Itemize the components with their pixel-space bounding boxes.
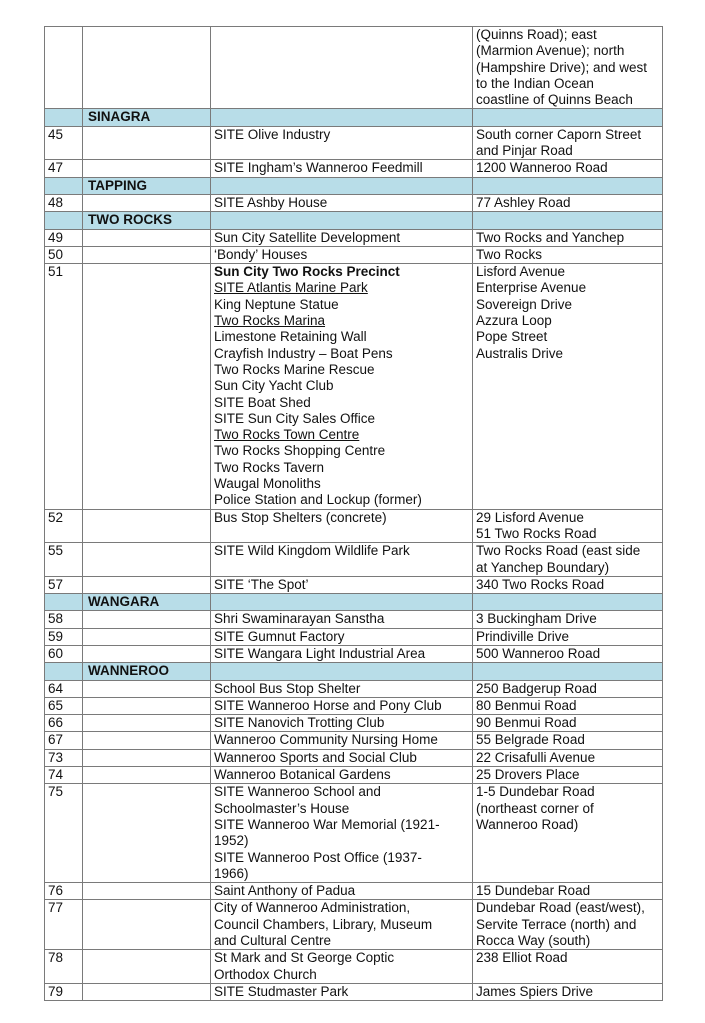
cell-number: 51 [45,264,83,509]
section-name: TWO ROCKS [83,212,211,229]
location-line: Pope Street [476,329,548,345]
location-line: Enterprise Avenue [476,280,587,296]
table-row [45,126,663,160]
table-row [45,900,663,950]
cell-number [45,27,83,109]
section-cell-location [473,663,663,680]
location-line: 340 Two Rocks Road [476,576,605,592]
cell-location [473,194,663,211]
cell-place [211,576,473,593]
cell-suburb [83,732,211,749]
cell-suburb [83,509,211,543]
cell-location [473,27,663,109]
precinct-item: Two Rocks Marina [214,313,326,329]
cell-location [473,264,663,509]
table-row [45,767,663,784]
section-cell-number [45,109,83,126]
place-name: Wanneroo Botanical Gardens [214,767,391,783]
cell-number: 77 [45,900,83,950]
table-row [45,950,663,984]
location-line: 80 Benmui Road [476,697,577,713]
section-cell-location [473,212,663,229]
cell-suburb [83,767,211,784]
table-row [45,160,663,177]
cell-place [211,950,473,984]
cell-suburb [83,749,211,766]
table-row [45,983,663,1000]
place-name: Wanneroo Community Nursing Home [214,732,438,748]
place-name: SITE Wanneroo Horse and Pony Club [214,697,442,713]
precinct-item: Limestone Retaining Wall [214,329,367,345]
cell-location [473,697,663,714]
section-name: TAPPING [83,177,211,194]
location-line: 1-5 Dundebar Road [476,784,595,800]
table-row [45,576,663,593]
cell-number: 45 [45,126,83,160]
precinct-item: Crayfish Industry – Boat Pens [214,345,393,361]
location-line: 500 Wanneroo Road [476,645,601,661]
table-row [45,611,663,628]
location-line: (Quinns Road); east [476,27,597,42]
precinct-item: Two Rocks Tavern [214,459,325,475]
cell-number: 49 [45,229,83,246]
cell-suburb [83,264,211,509]
cell-suburb [83,983,211,1000]
location-line: 238 Elliot Road [476,950,568,966]
section-header-row-sinagra [45,109,663,126]
location-line: 250 Badgerup Road [476,680,597,696]
table-row [45,194,663,211]
section-cell-place [211,212,473,229]
place-line: City of Wanneroo Administration, [214,900,411,916]
place-line: SITE Wanneroo School and [214,784,381,800]
cell-location [473,749,663,766]
section-cell-number [45,663,83,680]
cell-number: 52 [45,509,83,543]
table-row [45,628,663,645]
cell-location [473,576,663,593]
place-name: SITE Wild Kingdom Wildlife Park [214,543,410,559]
table-row [45,229,663,246]
cell-suburb [83,126,211,160]
table-row [45,715,663,732]
section-name: WANGARA [83,594,211,611]
place-name: SITE Nanovich Trotting Club [214,715,385,731]
cell-number: 66 [45,715,83,732]
precinct-item: SITE Atlantis Marine Park [214,280,368,296]
cell-suburb [83,27,211,109]
heritage-places-table [44,26,663,1001]
cell-place [211,246,473,263]
cell-place [211,680,473,697]
location-line: 55 Belgrade Road [476,732,585,748]
cell-location [473,229,663,246]
cell-place [211,697,473,714]
place-name: SITE Ashby House [214,194,328,210]
cell-place [211,611,473,628]
cell-place [211,543,473,577]
section-cell-place [211,594,473,611]
place-name: Shri Swaminarayan Sanstha [214,611,385,627]
cell-place [211,749,473,766]
cell-location [473,611,663,628]
location-line: (northeast corner of [476,800,594,816]
location-line: 25 Drovers Place [476,767,580,783]
table-row [45,697,663,714]
place-name: SITE Gumnut Factory [214,628,345,644]
cell-place [211,784,473,883]
location-line: Prindiville Drive [476,628,570,644]
place-name: Sun City Satellite Development [214,229,401,245]
cell-location [473,715,663,732]
cell-location [473,950,663,984]
cell-place [211,883,473,900]
place-name: SITE Ingham’s Wanneroo Feedmill [214,160,423,176]
section-cell-place [211,177,473,194]
location-line: Two Rocks Road (east side [476,543,641,559]
cell-suburb [83,543,211,577]
precinct-item: Waugal Monoliths [214,476,321,492]
cell-suburb [83,883,211,900]
cell-number: 57 [45,576,83,593]
place-name: SITE Olive Industry [214,126,331,142]
place-line: 1952) [214,833,249,849]
precinct-item: King Neptune Statue [214,296,339,312]
section-name: WANNEROO [83,663,211,680]
cell-number: 78 [45,950,83,984]
cell-number: 76 [45,883,83,900]
location-line: 15 Dundebar Road [476,883,591,899]
location-line: (Hampshire Drive); and west [476,59,648,75]
location-line: and Pinjar Road [476,143,573,159]
table-row [45,509,663,543]
location-line: to the Indian Ocean [476,75,594,91]
cell-number: 74 [45,767,83,784]
cell-place [211,983,473,1000]
section-cell-number [45,177,83,194]
precinct-item: SITE Boat Shed [214,394,311,410]
location-line: 51 Two Rocks Road [476,525,597,541]
cell-location [473,628,663,645]
cell-location [473,160,663,177]
cell-suburb [83,697,211,714]
place-line: Orthodox Church [214,966,317,982]
table-row [45,784,663,883]
location-line: at Yanchep Boundary) [476,559,610,575]
section-cell-place [211,663,473,680]
cell-place [211,27,473,109]
cell-place [211,229,473,246]
cell-number: 60 [45,645,83,662]
cell-number: 65 [45,697,83,714]
location-line: coastline of Quinns Beach [476,92,633,108]
section-cell-number [45,212,83,229]
cell-suburb [83,680,211,697]
table-row [45,246,663,263]
location-line: Two Rocks and Yanchep [476,229,625,245]
location-line: Dundebar Road (east/west), [476,900,645,916]
location-line: 29 Lisford Avenue [476,509,584,525]
location-line: Australis Drive [476,345,564,361]
precinct-item: Police Station and Lockup (former) [214,492,422,508]
cell-place [211,194,473,211]
section-cell-location [473,594,663,611]
cell-suburb [83,246,211,263]
precinct-item: Two Rocks Shopping Centre [214,443,386,459]
place-name: Wanneroo Sports and Social Club [214,749,417,765]
cell-number: 73 [45,749,83,766]
cell-suburb [83,950,211,984]
cell-place [211,628,473,645]
cell-number: 58 [45,611,83,628]
section-header-row-wanneroo [45,663,663,680]
cell-suburb [83,229,211,246]
cell-suburb [83,611,211,628]
cell-place [211,126,473,160]
location-line: Two Rocks [476,246,543,262]
cell-place [211,645,473,662]
cell-location [473,883,663,900]
location-line: Rocca Way (south) [476,933,591,949]
section-header-row-wangara [45,594,663,611]
cell-place [211,160,473,177]
cell-number: 59 [45,628,83,645]
cell-suburb [83,628,211,645]
location-line: 22 Crisafulli Avenue [476,749,596,765]
table-row [45,680,663,697]
table-row [45,732,663,749]
cell-location [473,900,663,950]
section-cell-location [473,177,663,194]
cell-place [211,264,473,509]
section-header-row-two-rocks [45,212,663,229]
table-row-continuation [45,27,663,109]
location-line: Azzura Loop [476,313,552,329]
place-line: SITE Wanneroo War Memorial (1921- [214,816,440,832]
place-name: SITE ‘The Spot’ [214,576,309,592]
cell-suburb [83,576,211,593]
cell-suburb [83,160,211,177]
precinct-item: SITE Sun City Sales Office [214,410,376,426]
cell-number: 55 [45,543,83,577]
cell-location [473,732,663,749]
location-line: (Marmion Avenue); north [476,43,625,59]
cell-number: 48 [45,194,83,211]
table-row [45,543,663,577]
place-line: St Mark and St George Coptic [214,950,395,966]
place-name: SITE Studmaster Park [214,983,349,999]
cell-place [211,767,473,784]
place-line: Schoolmaster’s House [214,800,350,816]
section-header-row-tapping [45,177,663,194]
place-name: SITE Wangara Light Industrial Area [214,645,426,661]
cell-location [473,509,663,543]
location-line: Wanneroo Road) [476,816,579,832]
cell-location [473,543,663,577]
precinct-item: Sun City Yacht Club [214,378,334,394]
table-row [45,645,663,662]
precinct-item: Two Rocks Marine Rescue [214,361,375,377]
location-line: James Spiers Drive [476,983,594,999]
cell-suburb [83,715,211,732]
place-name: Saint Anthony of Padua [214,883,356,899]
cell-number: 50 [45,246,83,263]
place-name: Bus Stop Shelters (concrete) [214,509,387,525]
location-line: 90 Benmui Road [476,715,577,731]
cell-location [473,680,663,697]
place-name: School Bus Stop Shelter [214,680,361,696]
location-line: Servite Terrace (north) and [476,916,637,932]
cell-location [473,983,663,1000]
cell-location [473,645,663,662]
cell-number: 75 [45,784,83,883]
cell-location [473,784,663,883]
table-row [45,749,663,766]
cell-place [211,900,473,950]
table-row [45,883,663,900]
cell-number: 64 [45,680,83,697]
place-line: and Cultural Centre [214,933,332,949]
section-cell-location [473,109,663,126]
precinct-title: Sun City Two Rocks Precinct [214,264,400,280]
cell-suburb [83,645,211,662]
cell-location [473,246,663,263]
cell-suburb [83,194,211,211]
cell-suburb [83,784,211,883]
precinct-item: Two Rocks Town Centre [214,427,360,443]
location-line: Sovereign Drive [476,296,573,312]
cell-suburb [83,900,211,950]
section-cell-number [45,594,83,611]
cell-location [473,767,663,784]
cell-location [473,126,663,160]
section-cell-place [211,109,473,126]
cell-place [211,509,473,543]
place-line: SITE Wanneroo Post Office (1937- [214,849,422,865]
location-line: 1200 Wanneroo Road [476,160,608,176]
cell-number: 67 [45,732,83,749]
location-line: 3 Buckingham Drive [476,611,597,627]
cell-place [211,732,473,749]
place-line: 1966) [214,865,249,881]
location-line: Lisford Avenue [476,264,566,280]
location-line: South corner Caporn Street [476,126,642,142]
place-line: Council Chambers, Library, Museum [214,916,433,932]
section-name: SINAGRA [83,109,211,126]
cell-place [211,715,473,732]
location-line: 77 Ashley Road [476,194,571,210]
cell-number: 79 [45,983,83,1000]
cell-number: 47 [45,160,83,177]
place-name: ‘Bondy’ Houses [214,246,308,262]
table-row [45,264,663,509]
table-body [45,27,663,1001]
